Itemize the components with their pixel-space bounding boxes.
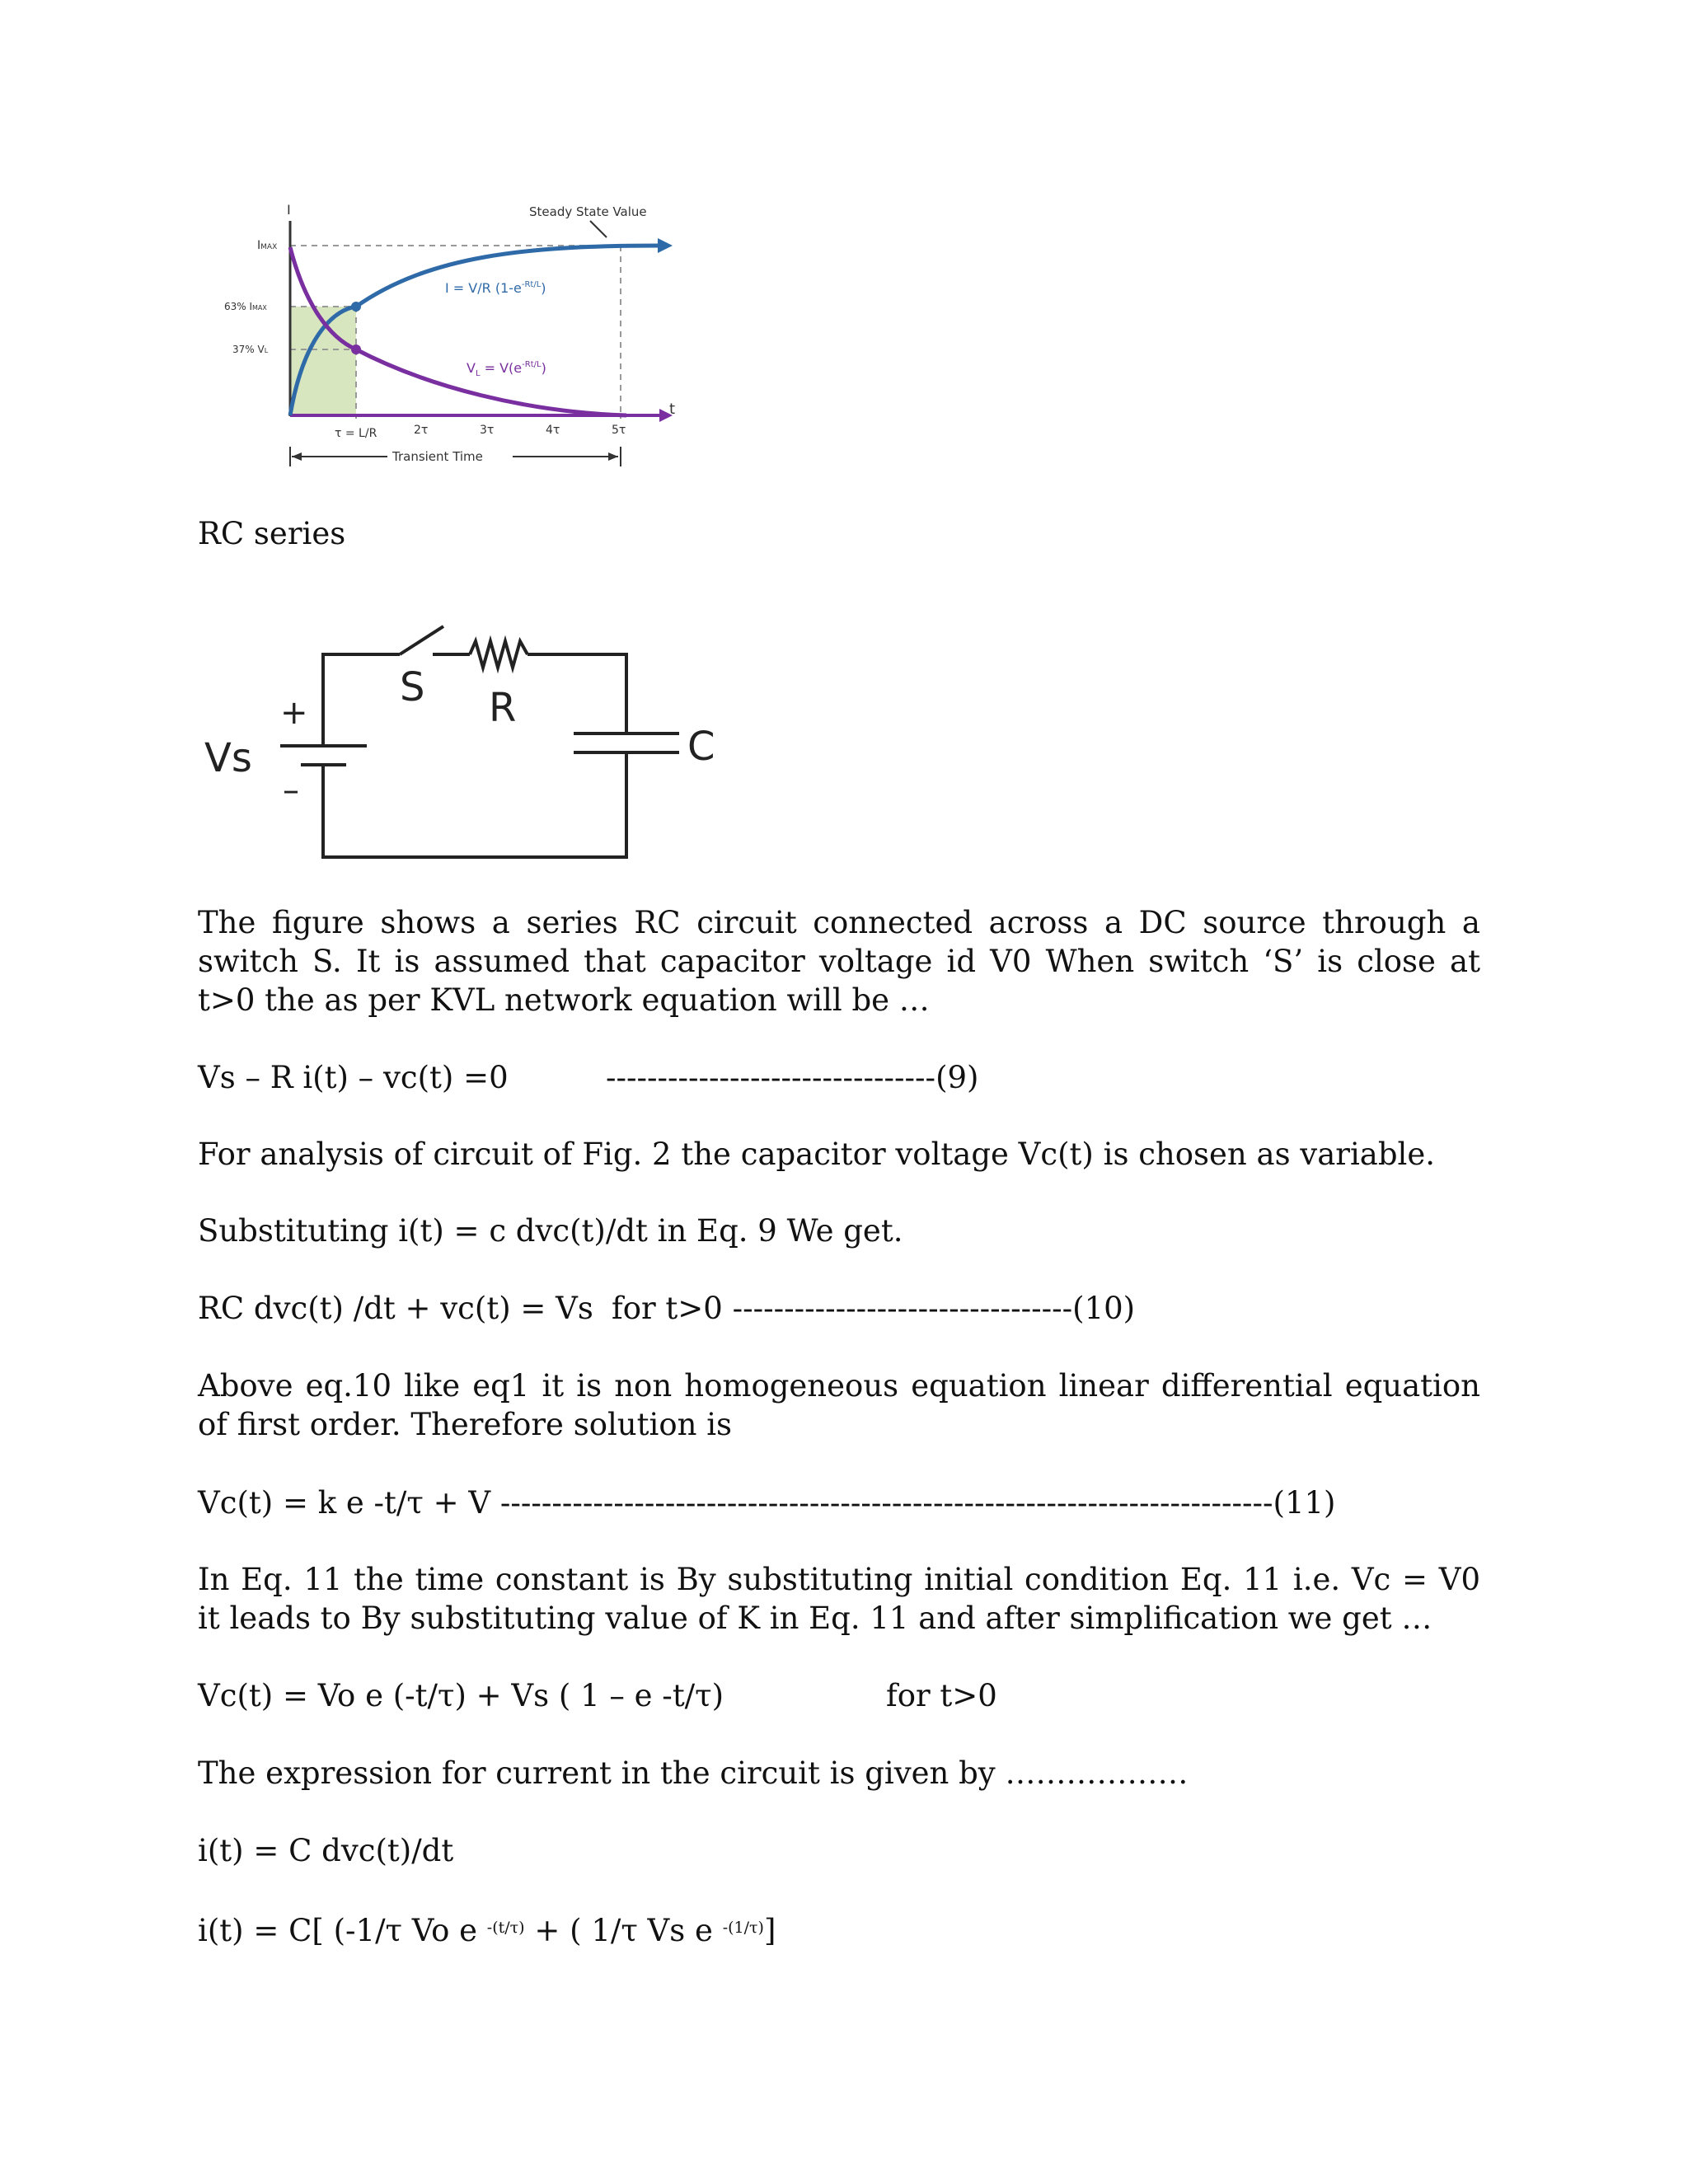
transient-graph-figure <box>214 198 701 470</box>
equation-13: i(t) = C dvc(t)/dt <box>198 1833 454 1868</box>
paragraph-intro: The figure shows a series RC circuit connected across a DC source through a switch S. It is assumed that capacitor voltage id V0 When switch ‘S’ is close at t>0 the as per KVL network equation will be … <box>198 905 1480 1018</box>
paragraph-solution: Above eq.10 like eq1 it is non homogeneous equation linear differential equation of first order. Therefore solution is <box>198 1368 1480 1442</box>
equation-14-exponent-2: -(1/τ) <box>722 1919 764 1937</box>
tick-2tau: 2τ <box>414 424 429 437</box>
equation-12: Vc(t) = Vo e (-t/τ) + Vs ( 1 – e -t/τ) <box>198 1678 724 1713</box>
imax-label: IMAX <box>257 239 278 252</box>
equation-10: RC dvc(t) /dt + vc(t) = Vs <box>198 1291 593 1326</box>
paragraph-analysis: For analysis of circuit of Fig. 2 the capacitor voltage Vc(t) is chosen as variable. <box>198 1137 1436 1172</box>
resistor-zigzag <box>470 641 528 668</box>
y-axis-label: I <box>287 202 291 218</box>
steady-state-label: Steady State Value <box>529 204 647 219</box>
tau-voltage-point <box>351 344 361 354</box>
equation-14-part-b: + ( 1/τ Vs e <box>524 1913 723 1948</box>
paragraph-time-constant: In Eq. 11 the time constant is By substituting initial condition Eq. 11 i.e. Vc = V0 it leads to By substituting value of K in Eq. 11 and after simplification we get … <box>198 1562 1480 1636</box>
equation-14-part-c: ] <box>763 1913 776 1948</box>
steady-state-pointer <box>590 221 607 237</box>
tick-3tau: 3τ <box>480 424 495 437</box>
equation-9-number: --------------------------------(9) <box>606 1060 979 1095</box>
transient-arrow-left-head <box>292 452 302 461</box>
paragraph-substituting: Substituting i(t) = c dvc(t)/dt in Eq. 9 We get. <box>198 1213 903 1249</box>
tick-5tau: 5τ <box>612 424 626 437</box>
resistor-label: R <box>489 685 517 731</box>
current-curve-arrow <box>658 238 673 253</box>
equation-9: Vs – R i(t) – vc(t) =0 <box>198 1060 509 1095</box>
equation-14 <box>198 1909 776 1950</box>
plus-sign: + <box>280 694 308 732</box>
voltage-equation: $V_L = V(e^{-Rt/L})$ <box>467 360 546 378</box>
tau-current-point <box>351 302 361 312</box>
wire-left-top <box>323 654 400 746</box>
equation-10-number: for t>0 ---------------------------------(10) <box>612 1291 1136 1326</box>
pct63-label: 63% IMAX <box>224 301 267 312</box>
source-label: Vs <box>204 735 252 781</box>
x-axis-label: t <box>669 401 676 418</box>
wire-top-right <box>528 654 626 733</box>
wire-right-bottom <box>323 752 626 857</box>
tick-tau: τ = L/R <box>335 427 377 440</box>
time-axis-ticks <box>335 424 626 440</box>
equation-12-condition: for t>0 <box>886 1678 997 1713</box>
equation-14-exponent-1: -(t/τ) <box>486 1919 525 1937</box>
current-equation: I = V/R $(1-e^{-Rt/L})$ <box>445 280 546 296</box>
rc-circuit-diagram <box>198 618 734 865</box>
equation-11: Vc(t) = k e -t/τ + V ---------------------------------------------------------------------------(11) <box>198 1485 1336 1521</box>
switch-label: S <box>400 664 425 710</box>
capacitor-label: C <box>687 724 715 770</box>
transient-time-label: Transient Time <box>392 449 483 464</box>
minus-sign: – <box>283 771 299 809</box>
equation-14-part-a: i(t) = C[ (-1/τ Vo e <box>198 1913 487 1948</box>
section-heading-rc-series: RC series <box>198 516 346 551</box>
pct37-label: 37% VL <box>232 344 269 355</box>
switch-blade <box>400 626 443 654</box>
transient-arrow-right-head <box>608 452 618 461</box>
tick-4tau: 4τ <box>546 424 560 437</box>
paragraph-current-expression: The expression for current in the circuit is given by ……………… <box>198 1755 1189 1791</box>
